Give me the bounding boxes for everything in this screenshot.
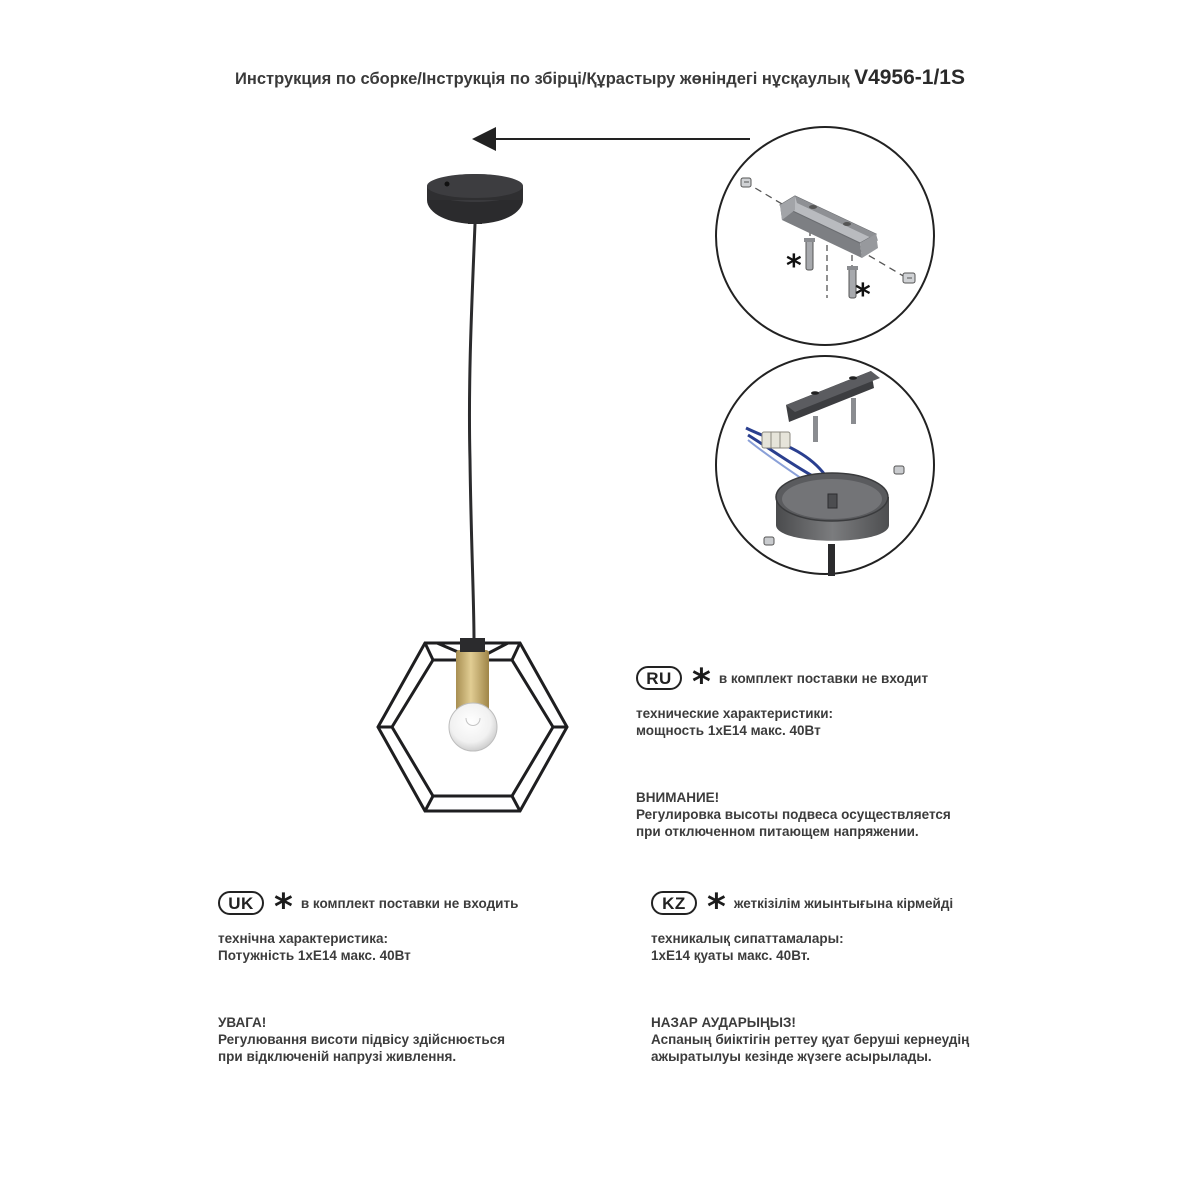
- uk-specs-value: Потужність 1хЕ14 макс. 40Вт: [218, 948, 411, 963]
- asterisk-icon: *: [274, 887, 293, 928]
- ru-not-included-note: в комплект поставки не входит: [718, 670, 929, 686]
- ru-warning-title: ВНИМАНИЕ!: [636, 790, 720, 805]
- kz-specs-value: 1хЕ14 қуаты макс. 40Вт.: [651, 948, 810, 963]
- light-bulb: [449, 703, 497, 751]
- asterisk-icon: *: [692, 662, 711, 703]
- kz-section: [651, 888, 969, 1065]
- title-text: Инструкция по сборке/Інструкція по збірці/Құрастыру жөніндегі нұсқаулық: [235, 70, 850, 88]
- kz-warning-line: Аспаның биіктігін реттеу қуат беруші кернеудің: [651, 1032, 970, 1047]
- side-screw-icon: [903, 273, 915, 283]
- uk-header: [218, 887, 519, 928]
- kz-specs-title: техникалық сипаттамалары:: [651, 931, 844, 946]
- asterisk-icon: *: [707, 887, 726, 928]
- asterisk-marker: *: [855, 278, 871, 313]
- uk-warning-title: УВАГА!: [218, 1015, 267, 1030]
- wiring-detail: [716, 356, 934, 576]
- uk-not-included-note: в комплект поставки не входить: [300, 895, 519, 911]
- ceiling-screw-icon: [804, 238, 815, 270]
- bracket-detail: [716, 127, 934, 345]
- terminal-block-icon: [762, 432, 790, 448]
- uk-section: [218, 888, 518, 1065]
- asterisk-marker: *: [786, 249, 802, 284]
- ru-section: [636, 663, 951, 840]
- kz-warning-line: ажыратылуы кезінде жүзеге асырылады.: [651, 1049, 932, 1064]
- uk-specs-title: технічна характеристика:: [218, 931, 388, 946]
- model-number: V4956-1/1S: [854, 66, 965, 89]
- ru-specs-value: мощность 1хЕ14 макс. 40Вт: [636, 723, 821, 738]
- uk-warning-line: Регулювання висоти підвісу здійснюється: [218, 1032, 506, 1047]
- uk-warning-line: при відключеній напрузі живлення.: [218, 1049, 457, 1064]
- ru-header: [636, 662, 951, 703]
- ru-warning-line: при отключенном питающем напряжении.: [636, 824, 919, 839]
- pendant-lamp: [378, 174, 567, 811]
- power-cord: [469, 224, 475, 640]
- ru-language-badge: RU: [636, 666, 682, 690]
- kz-warning-title: НАЗАР АУДАРЫҢЫЗ!: [651, 1015, 796, 1030]
- ru-specs-title: технические характеристики:: [636, 706, 834, 721]
- side-screw-icon: [741, 178, 751, 187]
- ru-warning-line: Регулировка высоты подвеса осуществляется: [636, 807, 951, 822]
- kz-not-included-note: жеткізілім жиынтығына кірмейді: [733, 895, 954, 911]
- uk-language-badge: UK: [218, 891, 264, 915]
- canopy-screw-icon: [445, 182, 450, 187]
- kz-language-badge: KZ: [651, 891, 697, 915]
- kz-header: [651, 887, 969, 928]
